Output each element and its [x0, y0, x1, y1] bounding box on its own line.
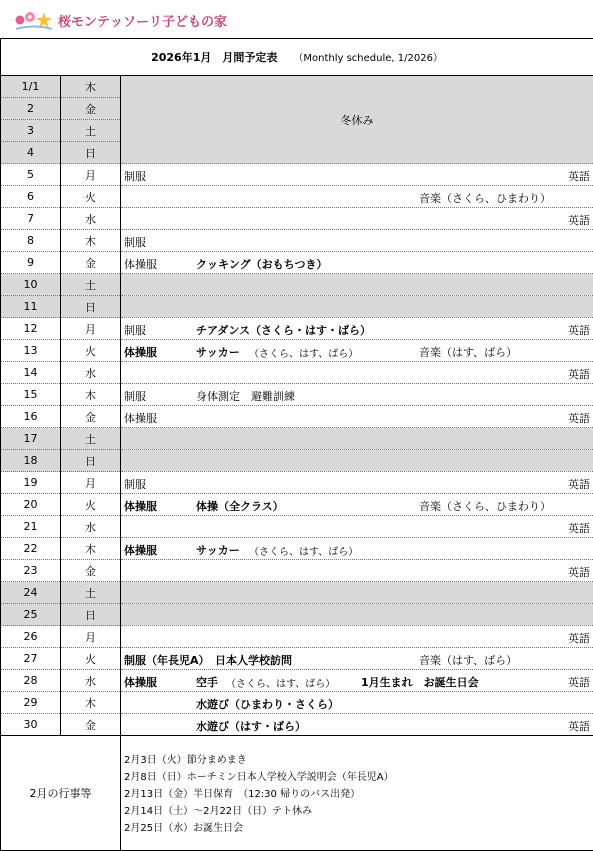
activity-classes: （さくら、はす、ばら）: [249, 345, 358, 360]
date-cell: 30: [1, 714, 61, 736]
weekday-cell: 日: [61, 604, 121, 626]
uniform-note: 体操服: [124, 498, 157, 514]
weekday-cell: 土: [61, 120, 121, 142]
weekday-cell: 金: [61, 714, 121, 736]
uniform-note: 制服: [124, 234, 146, 250]
date-cell: 8: [1, 230, 61, 252]
monthly-schedule-table: [0, 38, 593, 851]
schedule-row: [1, 516, 593, 538]
event-item: 2月13日（金）半日保育 （12:30 帰りのバス出発）: [124, 786, 593, 803]
weekday-cell: 金: [61, 252, 121, 274]
weekday-cell: 火: [61, 494, 121, 516]
schedule-content: [121, 252, 593, 274]
date-cell: 16: [1, 406, 61, 428]
schedule-row: [1, 450, 593, 472]
weekday-cell: 火: [61, 648, 121, 670]
weekday-cell: 土: [61, 582, 121, 604]
schedule-content: [121, 296, 593, 318]
schedule-title: [1, 39, 593, 76]
schedule-row: [1, 428, 593, 450]
schedule-row: [1, 604, 593, 626]
english-class: 英語: [568, 212, 590, 228]
date-cell: 9: [1, 252, 61, 274]
schedule-content: [121, 318, 593, 340]
date-cell: 4: [1, 142, 61, 164]
uniform-note: 制服（年長児A） 日本人学校訪問: [124, 652, 292, 668]
english-class: 英語: [568, 630, 590, 646]
english-class: 英語: [568, 410, 590, 426]
schedule-row: [1, 626, 593, 648]
date-cell: 17: [1, 428, 61, 450]
schedule-content: [121, 230, 593, 252]
schedule-content: [121, 582, 593, 604]
schedule-content: [121, 186, 593, 208]
schedule-content: [121, 494, 593, 516]
weekday-cell: 木: [61, 76, 121, 98]
english-class: 英語: [568, 322, 590, 338]
english-class: 英語: [568, 520, 590, 536]
schedule-row: [1, 648, 593, 670]
schedule-content: [121, 164, 593, 186]
schedule-row: [1, 208, 593, 230]
schedule-row: [1, 472, 593, 494]
date-cell: 15: [1, 384, 61, 406]
event-item: 2月25日（水）お誕生日会: [124, 820, 593, 837]
english-class: 英語: [568, 168, 590, 184]
date-cell: 6: [1, 186, 61, 208]
weekday-cell: 金: [61, 406, 121, 428]
weekday-cell: 水: [61, 670, 121, 692]
schedule-content: [121, 692, 593, 714]
events-row: [1, 736, 593, 851]
date-cell: 13: [1, 340, 61, 362]
event-item: 2月8日（日）ホーチミン日本人学校入学説明会（年長児A）: [124, 769, 593, 786]
weekday-cell: 月: [61, 472, 121, 494]
uniform-note: 制服: [124, 168, 146, 184]
schedule-content: [121, 208, 593, 230]
activity-classes: （さくら、はす、ばら）: [249, 543, 358, 558]
schedule-content: [121, 450, 593, 472]
weekday-cell: 土: [61, 274, 121, 296]
music-class: 音楽（はす、ばら）: [419, 652, 517, 668]
weekday-cell: 火: [61, 340, 121, 362]
weekday-cell: 木: [61, 384, 121, 406]
uniform-note: 制服: [124, 322, 146, 338]
weekday-cell: 水: [61, 516, 121, 538]
date-cell: 3: [1, 120, 61, 142]
events-list: [121, 736, 593, 851]
date-cell: 14: [1, 362, 61, 384]
activity: 水遊び（ひまわり・さくら）: [196, 696, 339, 712]
schedule-row: [1, 318, 593, 340]
schedule-content: [121, 406, 593, 428]
date-cell: 26: [1, 626, 61, 648]
schedule-content: [121, 560, 593, 582]
uniform-note: 体操服: [124, 344, 157, 360]
winter-break-cell: 冬休み: [121, 76, 593, 164]
weekday-cell: 日: [61, 296, 121, 318]
english-class: 英語: [568, 366, 590, 382]
date-cell: 12: [1, 318, 61, 340]
activity: 体操（全クラス）: [196, 498, 284, 514]
uniform-note: 体操服: [124, 410, 157, 426]
activity: チアダンス（さくら・はす・ばら）: [196, 322, 371, 338]
schedule-row: [1, 714, 593, 736]
music-class: 音楽（さくら、ひまわり）: [419, 190, 551, 206]
date-cell: 18: [1, 450, 61, 472]
schedule-content: [121, 538, 593, 560]
weekday-cell: 水: [61, 208, 121, 230]
schedule-row: [1, 560, 593, 582]
weekday-cell: 土: [61, 428, 121, 450]
date-cell: 10: [1, 274, 61, 296]
english-class: 英語: [568, 476, 590, 492]
uniform-note: 体操服: [124, 674, 157, 690]
activity: サッカー: [196, 344, 240, 360]
activity: 身体測定 避難訓練: [196, 388, 295, 404]
schedule-row: [1, 76, 593, 98]
schedule-row: [1, 582, 593, 604]
activity: サッカー: [196, 542, 240, 558]
uniform-note: 体操服: [124, 256, 157, 272]
weekday-cell: 月: [61, 318, 121, 340]
schedule-content: [121, 340, 593, 362]
weekday-cell: 木: [61, 692, 121, 714]
header: [0, 0, 593, 34]
event-item: 2月3日（火）節分まめまき: [124, 752, 593, 769]
schedule-row: [1, 538, 593, 560]
date-cell: 27: [1, 648, 61, 670]
music-class: 音楽（はす、ばら）: [419, 344, 517, 360]
date-cell: 1/1: [1, 76, 61, 98]
activity: 空手: [196, 674, 218, 690]
weekday-cell: 日: [61, 142, 121, 164]
activity-classes: （さくら、はす、ばら）: [226, 675, 335, 690]
schedule-row: [1, 692, 593, 714]
schedule-content: [121, 274, 593, 296]
schedule-content: [121, 626, 593, 648]
date-cell: 19: [1, 472, 61, 494]
schedule-content: [121, 714, 593, 736]
uniform-note: 体操服: [124, 542, 157, 558]
uniform-note: 制服: [124, 388, 146, 404]
weekday-cell: 日: [61, 450, 121, 472]
title-sub: （Monthly schedule, 1/2026）: [293, 53, 443, 64]
schedule-row: [1, 406, 593, 428]
schedule-row: [1, 340, 593, 362]
date-cell: 21: [1, 516, 61, 538]
schedule-row: [1, 670, 593, 692]
schedule-row: [1, 384, 593, 406]
schedule-content: [121, 362, 593, 384]
english-class: 英語: [568, 564, 590, 580]
english-class: 英語: [568, 718, 590, 734]
schedule-row: [1, 274, 593, 296]
weekday-cell: 木: [61, 538, 121, 560]
event-item: 2月14日（土）～2月22日（日）テト休み: [124, 803, 593, 820]
flower-star-logo: [14, 10, 54, 32]
schedule-row: [1, 164, 593, 186]
date-cell: 7: [1, 208, 61, 230]
date-cell: 25: [1, 604, 61, 626]
date-cell: 23: [1, 560, 61, 582]
schedule-content: [121, 604, 593, 626]
date-cell: 2: [1, 98, 61, 120]
schedule-content: [121, 384, 593, 406]
title-main: 2026年1月 月間予定表: [151, 51, 277, 64]
activity: 水遊び（はす・ばら）: [196, 718, 306, 734]
weekday-cell: 水: [61, 362, 121, 384]
schedule-row: [1, 252, 593, 274]
schedule-row: [1, 230, 593, 252]
schedule-content: [121, 516, 593, 538]
weekday-cell: 金: [61, 560, 121, 582]
weekday-cell: 木: [61, 230, 121, 252]
birthday-event: 1月生まれ お誕生日会: [361, 674, 479, 690]
schedule-content: [121, 670, 593, 692]
date-cell: 20: [1, 494, 61, 516]
schedule-content: [121, 428, 593, 450]
english-class: 英語: [568, 674, 590, 690]
activity: クッキング（おもちつき）: [196, 256, 328, 272]
date-cell: 24: [1, 582, 61, 604]
date-cell: 22: [1, 538, 61, 560]
weekday-cell: 火: [61, 186, 121, 208]
schedule-row: [1, 186, 593, 208]
schedule-content: [121, 472, 593, 494]
date-cell: 11: [1, 296, 61, 318]
weekday-cell: 月: [61, 626, 121, 648]
schedule-row: [1, 362, 593, 384]
events-label: 2月の行事等: [1, 736, 121, 851]
music-class: 音楽（さくら、ひまわり）: [419, 498, 551, 514]
weekday-cell: 月: [61, 164, 121, 186]
uniform-note: 制服: [124, 476, 146, 492]
date-cell: 5: [1, 164, 61, 186]
date-cell: 29: [1, 692, 61, 714]
school-name: 桜モンテッソーリ子どもの家: [58, 11, 227, 30]
weekday-cell: 金: [61, 98, 121, 120]
schedule-row: [1, 494, 593, 516]
schedule-content: [121, 648, 593, 670]
date-cell: 28: [1, 670, 61, 692]
schedule-row: [1, 296, 593, 318]
